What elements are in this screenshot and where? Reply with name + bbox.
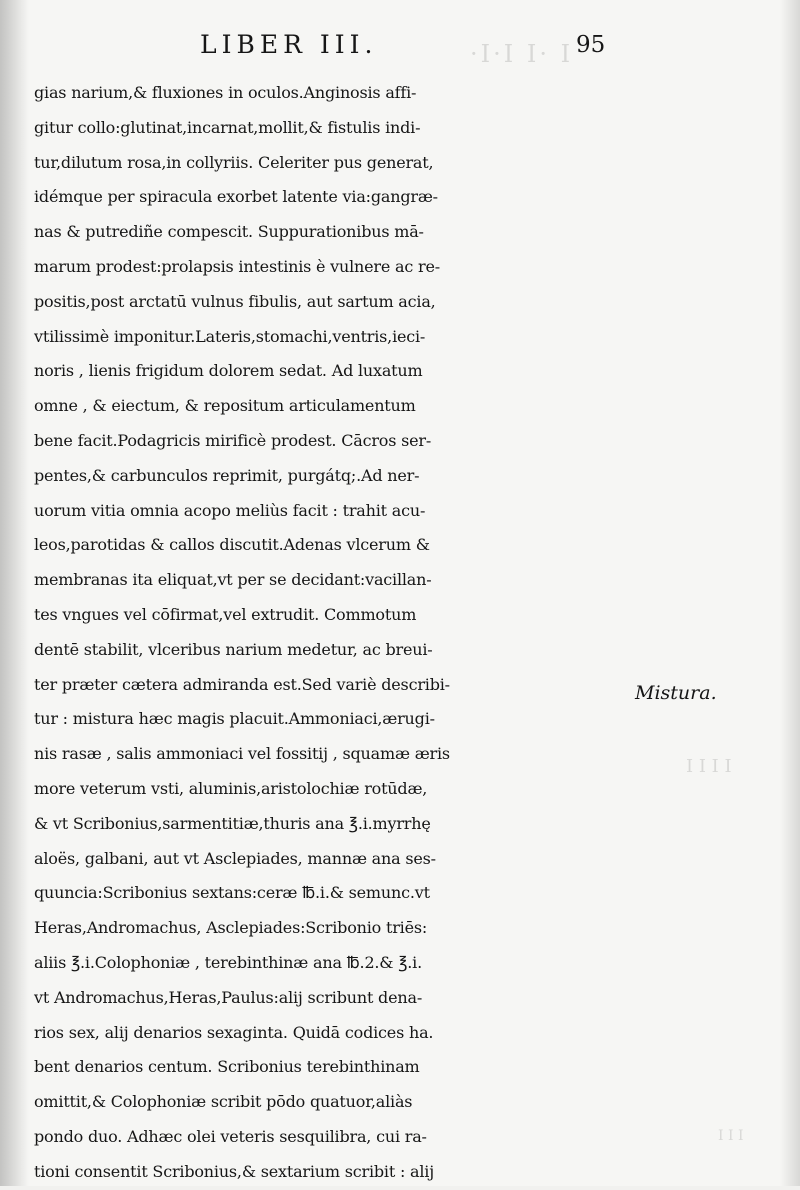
text-line: idémque per spiracula exorbet latente via:gangræ- — [34, 187, 438, 207]
text-line: tioni consentit Scribonius,& sextarium scribit : alij — [34, 1161, 434, 1181]
text-line: aliis ℥.i.Colophoniæ , terebinthinæ ana ℔.2.& ℥.i. — [34, 952, 422, 972]
text-line: gias narium,& fluxiones in oculos.Anginosis affi- — [34, 83, 417, 102]
text-line: tur,dilutum rosa,in collyriis. Celeriter pus generat, — [34, 152, 434, 172]
text-line: pentes,& carbunculos reprimit, purgátq;.Ad ner- — [34, 465, 420, 485]
text-line: dentē stabilit, vlceribus narium medetur, ac breui- — [34, 639, 433, 659]
text-line: quuncia:Scribonius sextans:ceræ ℔.i.& semunc.vt — [34, 883, 430, 903]
body-text — [34, 76, 634, 1190]
text-line: omne , & eiectum, & repositum articulamentum — [34, 396, 416, 416]
text-line: vt Andromachus,Heras,Paulus:alij scribunt dena- — [34, 987, 423, 1007]
bleed-through-text: ·Ι·Ι Ι· Ι — [470, 40, 574, 68]
text-line: & vt Scribonius,sarmentitiæ,thuris ana ℥.i.myrrhę — [34, 813, 431, 833]
bleed-through-text: Ι Ι Ι — [718, 1128, 744, 1144]
text-line: nis rasæ , salis ammoniaci vel fossitij , squamæ æris — [34, 744, 450, 764]
text-line: positis,post arctatū vulnus fibulis, aut sartum acia, — [34, 291, 436, 311]
text-line: uorum vitia omnia acopo meliùs facit : trahit acu- — [34, 500, 426, 520]
text-line: pondo duo. Adhæc olei veteris sesquilibra, cui ra- — [34, 1126, 427, 1146]
gutter-shadow — [0, 0, 28, 1186]
bleed-through-text: Ι Ι Ι Ι — [686, 756, 732, 777]
text-line: noris , lienis frigidum dolorem sedat. Ad luxatum — [34, 361, 423, 381]
text-line: Heras,Andromachus, Asclepiades:Scribonio triēs: — [34, 918, 428, 938]
text-line: bene facit.Podagricis mirificè prodest. Cācros ser- — [34, 430, 432, 450]
text-line: membranas ita eliquat,vt per se decidant:vacillan- — [34, 570, 432, 590]
running-title: LIBER III. — [200, 30, 378, 59]
text-line: rios sex, alij denarios sexaginta. Quidā codices ha. — [34, 1022, 434, 1042]
text-line: more veterum vsti, aluminis,aristolochiæ rotūdæ, — [34, 778, 428, 798]
text-line: aloës, galbani, aut vt Asclepiades, mannæ ana ses- — [34, 848, 436, 868]
text-line: gitur collo:glutinat,incarnat,mollit,& fistulis indi- — [34, 117, 421, 137]
text-line: tur : mistura hæc magis placuit.Ammoniaci,ærugi- — [34, 709, 435, 729]
text-line: marum prodest:prolapsis intestinis è vulnere ac re- — [34, 256, 440, 276]
text-line: omittit,& Colophoniæ scribit pōdo quatuor,aliàs — [34, 1092, 413, 1112]
page-header — [0, 30, 800, 66]
text-line: nas & putrediñe compescit. Suppurationibus mā- — [34, 222, 424, 242]
text-line: leos,parotidas & callos discutit.Adenas vlcerum & — [34, 535, 430, 555]
text-line: tes vngues vel cōfirmat,vel extrudit. Commotum — [34, 604, 417, 624]
page-number: 95 — [576, 32, 606, 58]
text-line: vtilissimè imponitur.Lateris,stomachi,ventris,ieci- — [34, 326, 426, 346]
text-line: ter præter cætera admiranda est.Sed variè describi- — [34, 674, 450, 694]
text-line: bent denarios centum. Scribonius terebinthinam — [34, 1057, 420, 1077]
marginal-note: Mistura. — [635, 682, 717, 704]
